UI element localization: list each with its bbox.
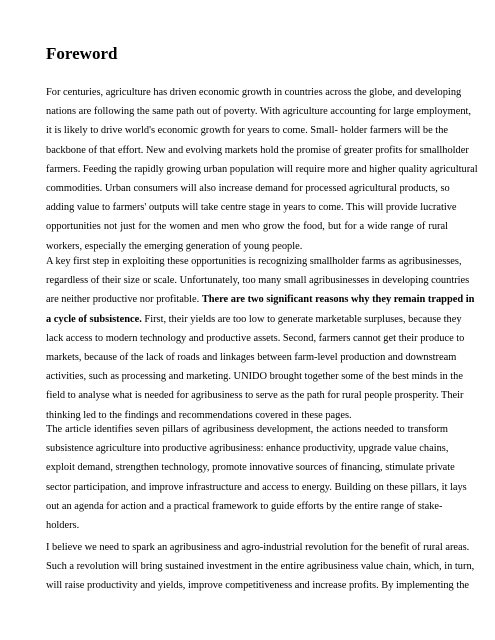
text-line: opportunities not just for the women and men who grow the food, but for a wide range of rural [46, 221, 448, 233]
page-title: Foreword [46, 44, 118, 63]
text-line: activities, such as processing and marketing. UNIDO brought together some of the best minds in the [46, 371, 463, 383]
text-line-mixed [46, 290, 475, 309]
text-line: backbone of that effort. New and evolving markets hold the promise of greater profits for smallholder [46, 144, 469, 156]
text-line: exploit demand, strengthen technology, promote innovative sources of financing, stimulate private [46, 462, 455, 474]
text-line: A key first step in exploiting these opportunities is recognizing smallholder farms as agribusinesses, [46, 256, 462, 267]
paragraph-3 [46, 420, 467, 535]
paragraph-4 [46, 538, 475, 596]
text-line: thinking led to the findings and recommendations covered in these pages. [46, 409, 352, 421]
text-line: The article identifies seven pillars of agribusiness development, the actions needed to transform [46, 424, 448, 435]
text-line: Such a revolution will bring sustained investment in the entire agribusiness value chain, which, in turn, [46, 561, 475, 573]
bold-text-segment: There are two significant reasons why they remain trapped in [201, 294, 475, 306]
text-line: I believe we need to spark an agribusiness and agro-industrial revolution for the benefit of rural areas. [46, 542, 470, 553]
text-segment: First, their yields are too low to generate marketable surpluses, because they [144, 313, 462, 325]
text-line-mixed [46, 310, 462, 329]
text-line: out an agenda for action and a practical framework to guide efforts by the entire range of stake- [46, 500, 443, 512]
bold-text-segment: a cycle of subsistence. [46, 313, 142, 325]
text-segment: are neither productive nor profitable. [46, 294, 200, 306]
text-line: will raise productivity and yields, improve competitiveness and increase profits. By implementing the [46, 580, 470, 592]
text-line: sector participation, and improve infrastructure and access to energy. Building on these pillars, it lays [46, 481, 467, 493]
text-line: nations are following the same path out of poverty. With agriculture accounting for large employment, [46, 106, 471, 118]
text-line: farmers. Feeding the rapidly growing urban population will require more and higher quality agricultural [46, 163, 478, 175]
text-line: For centuries, agriculture has driven economic growth in countries across the globe, and developing [46, 87, 462, 98]
paragraph-1 [46, 83, 478, 256]
text-line: holders. [46, 519, 80, 531]
paragraph-2 [46, 252, 475, 425]
text-line: workers, especially the emerging generation of young people. [46, 240, 303, 252]
text-line: adding value to farmers' outputs will take centre stage in years to come. This will provide lucrative [46, 202, 457, 214]
text-line: regardless of their size or scale. Unfortunately, too many small agribusinesses in developing countries [46, 275, 470, 287]
text-line: lack access to modern technology and productive assets. Second, farmers cannot get their produce to [46, 332, 465, 344]
text-line: field to analyse what is needed for agribusiness to serve as the path for rural people prosperity. Their [46, 390, 464, 402]
text-line: commodities. Urban consumers will also increase demand for processed agricultural products, so [46, 182, 450, 194]
text-line: subsistence agriculture into productive agribusiness: enhance productivity, upgrade value chains, [46, 443, 449, 455]
text-line: it is likely to drive world's economic growth for years to come. Small- holder farmers will be the [46, 125, 448, 137]
text-line: markets, because of the lack of roads and linkages between farm-level production and downstream [46, 351, 457, 363]
